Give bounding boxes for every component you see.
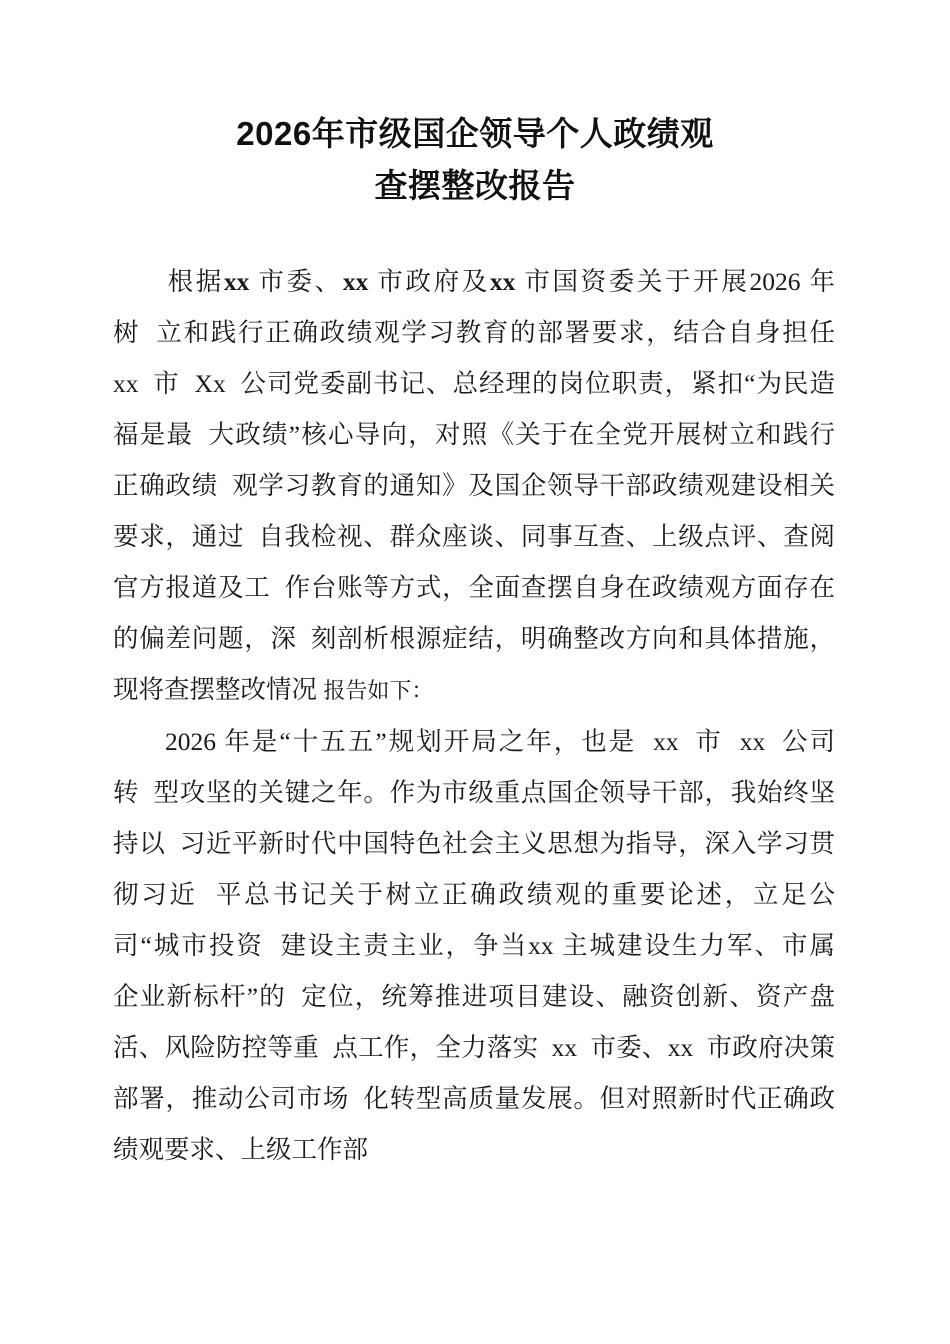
text-run: 市国资委关于开展2026 年 — [515, 267, 835, 296]
line-content — [113, 1073, 835, 1124]
text-line — [113, 971, 835, 1022]
text-line — [113, 256, 835, 307]
line-content — [113, 256, 835, 307]
text-line — [113, 511, 835, 562]
text-line — [113, 920, 835, 971]
text-run: 正确政绩 观学习教育的通知》及国企领导干部政绩观建设相关 — [113, 471, 835, 500]
text-run: xx 市 Xx 公司党委副书记、总经理的岗位职责，紧扣“为民造 — [113, 369, 835, 398]
title-line-2: 查摆整改报告 — [374, 167, 576, 204]
line-content — [113, 818, 835, 869]
text-run: 活、风险防控等重 点工作，全力落实 xx 市委、xx 市政府决策 — [113, 1033, 835, 1062]
text-run: 司“城市投资 建设主责主业，争当xx 主城建设生力军、市属 — [113, 931, 835, 960]
line-content — [113, 613, 835, 664]
line-content — [113, 767, 835, 818]
placeholder-token: xx — [489, 267, 516, 296]
page-title — [0, 0, 950, 212]
placeholder-token: xx — [223, 267, 250, 296]
text-run: 企业新标杆”的 定位，统筹推进项目建设、融资创新、资产盘 — [113, 982, 835, 1011]
text-run: 持以 习近平新时代中国特色社会主义思想为指导，深入学习贯 — [113, 829, 835, 858]
document-body — [0, 212, 950, 1175]
line-content — [113, 1022, 835, 1073]
text-run: 市委、 — [249, 267, 343, 296]
line-content — [113, 971, 835, 1022]
text-line — [113, 1022, 835, 1073]
text-line — [113, 716, 835, 767]
text-line — [113, 613, 835, 664]
text-run: 的偏差问题，深 刻剖析根源症结，明确整改方向和具体措施， — [113, 624, 835, 653]
text-line — [113, 664, 835, 716]
line-content — [113, 409, 835, 460]
text-line — [113, 818, 835, 869]
line-content — [113, 1135, 368, 1164]
text-run: 根据 — [165, 267, 224, 296]
text-run: 现将查摆整改情况 — [113, 675, 324, 704]
line-content — [113, 562, 835, 613]
text-run: 绩观要求、上级工作部 — [113, 1135, 369, 1164]
text-line — [113, 1124, 835, 1175]
text-run: 树 立和践行正确政绩观学习教育的部署要求，结合自身担任 — [113, 318, 835, 347]
text-line — [113, 767, 835, 818]
line-content — [113, 675, 433, 704]
text-line — [113, 460, 835, 511]
text-run: 要求，通过 自我检视、群众座谈、同事互查、上级点评、查阅 — [113, 522, 835, 551]
text-line — [113, 562, 835, 613]
text-line — [113, 307, 835, 358]
text-run: 彻习近 平总书记关于树立正确政绩观的重要论述，立足公 — [113, 880, 835, 909]
text-run-small: 报告如下： — [323, 678, 434, 703]
text-run: 2026 年是“十五五”规划开局之年，也是 xx 市 xx 公司 — [165, 727, 835, 756]
text-run: 福是最 大政绩”核心导向，对照《关于在全党开展树立和践行 — [113, 420, 835, 449]
line-content — [113, 869, 835, 920]
line-content — [113, 511, 835, 562]
line-content — [113, 460, 835, 511]
text-run: 官方报道及工 作台账等方式，全面查摆自身在政绩观方面存在 — [113, 573, 835, 602]
line-content — [113, 920, 835, 971]
line-content — [113, 307, 835, 358]
text-line — [113, 1073, 835, 1124]
text-line — [113, 409, 835, 460]
text-run: 转 型攻坚的关键之年。作为市级重点国企领导干部，我始终坚 — [113, 778, 835, 807]
text-line — [113, 869, 835, 920]
placeholder-token: xx — [342, 267, 369, 296]
line-content — [113, 358, 835, 409]
text-run: 部署，推动公司市场 化转型高质量发展。但对照新时代正确政 — [113, 1084, 835, 1113]
paragraph — [113, 716, 835, 1175]
line-content — [113, 716, 835, 767]
text-line — [113, 358, 835, 409]
text-run: 市政府及 — [368, 267, 490, 296]
title-line-1: 2026年市级国企领导个人政绩观 — [236, 115, 714, 152]
paragraph — [113, 256, 835, 716]
